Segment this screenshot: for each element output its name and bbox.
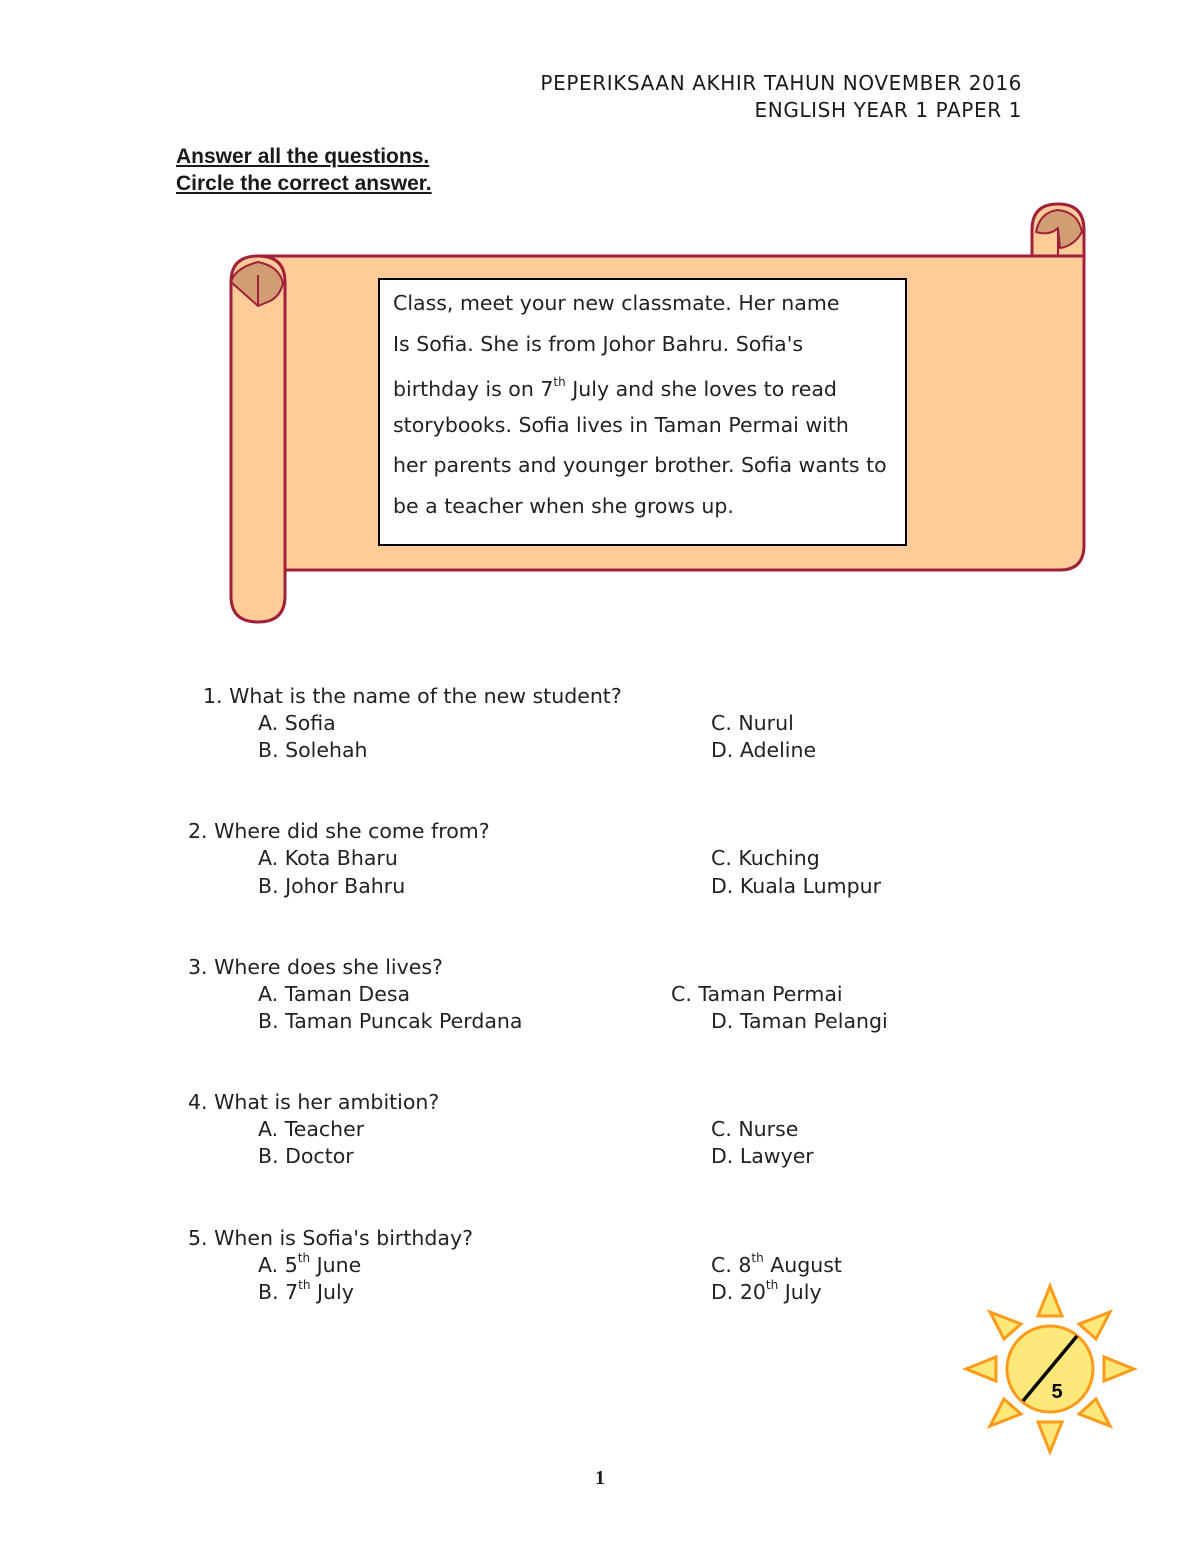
question-text: 4. What is her ambition? (188, 1090, 440, 1114)
passage-line: storybooks. Sofia lives in Taman Permai with (393, 412, 849, 437)
sun-score-badge (960, 1282, 1140, 1457)
option-a[interactable]: A. Teacher (258, 1117, 365, 1141)
passage-line: Class, meet your new classmate. Her name (393, 291, 840, 315)
option-b[interactable]: B. 7th July (258, 1278, 354, 1304)
exam-title: PEPERIKSAAN AKHIR TAHUN NOVEMBER 2016 (540, 71, 1022, 95)
question-text: 2. Where did she come from? (188, 819, 490, 843)
option-c[interactable]: C. Taman Permai (671, 982, 843, 1006)
question-text: 5. When is Sofia's birthday? (188, 1226, 473, 1250)
option-a[interactable]: A. Kota Bharu (258, 846, 398, 870)
instruction-circle: Circle the correct answer. (176, 172, 432, 195)
scroll-left-roll (231, 256, 285, 622)
instruction-answer-all: Answer all the questions. (176, 145, 430, 168)
option-b[interactable]: B. Solehah (258, 738, 368, 762)
option-d[interactable]: D. 20th July (711, 1278, 822, 1304)
question-text: 3. Where does she lives? (188, 955, 443, 979)
option-b[interactable]: B. Taman Puncak Perdana (258, 1009, 523, 1033)
question-text: 1. What is the name of the new student? (203, 684, 622, 708)
option-c[interactable]: C. 8th August (711, 1251, 842, 1277)
page-number: 1 (595, 1467, 605, 1489)
option-d[interactable]: D. Lawyer (711, 1144, 814, 1168)
option-b[interactable]: B. Johor Bahru (258, 874, 406, 898)
option-b[interactable]: B. Doctor (258, 1144, 354, 1168)
passage-line: be a teacher when she grows up. (393, 493, 734, 518)
exam-subtitle: ENGLISH YEAR 1 PAPER 1 (754, 98, 1022, 122)
passage-line: birthday is on 7th July and she loves to read (393, 375, 837, 401)
passage-line: Is Sofia. She is from Johor Bahru. Sofia's (393, 331, 804, 356)
reading-passage (378, 278, 907, 546)
option-d[interactable]: D. Adeline (711, 738, 817, 762)
option-d[interactable]: D. Kuala Lumpur (711, 874, 882, 898)
option-d[interactable]: D. Taman Pelangi (711, 1009, 888, 1033)
option-c[interactable]: C. Nurse (711, 1117, 799, 1141)
option-a[interactable]: A. 5th June (258, 1251, 362, 1277)
option-a[interactable]: A. Sofia (258, 711, 336, 735)
score-total: 5 (1051, 1381, 1063, 1403)
option-c[interactable]: C. Kuching (711, 846, 820, 870)
option-c[interactable]: C. Nurul (711, 711, 794, 735)
option-a[interactable]: A. Taman Desa (258, 982, 411, 1006)
passage-line: her parents and younger brother. Sofia wants to (393, 453, 887, 477)
